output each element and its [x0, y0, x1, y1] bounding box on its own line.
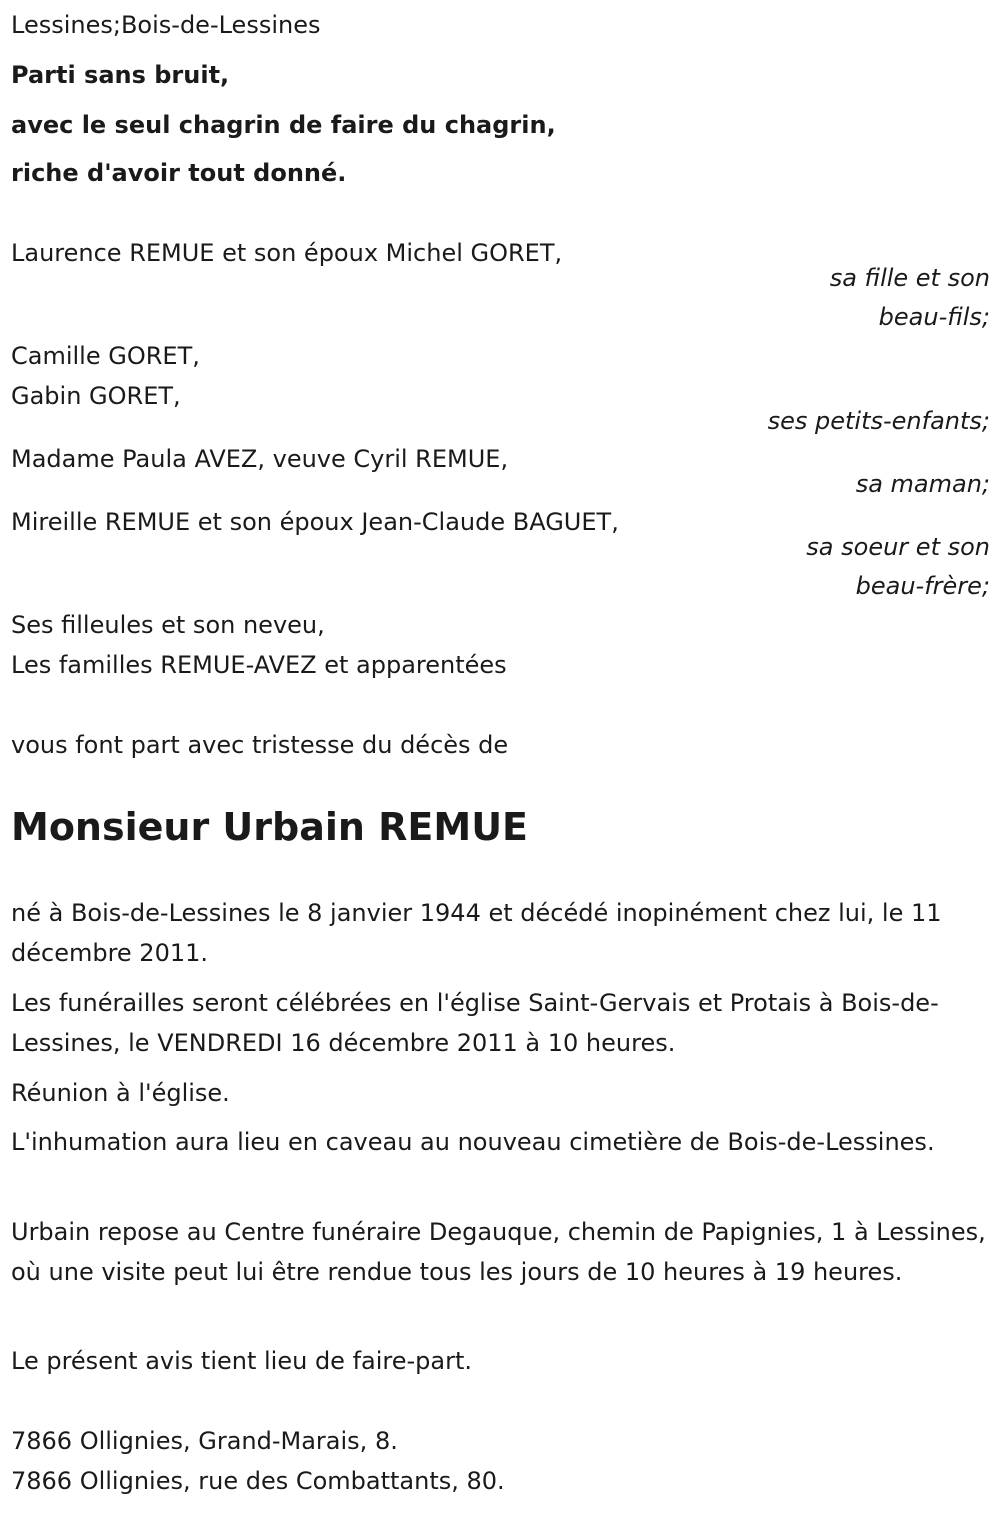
- detail-paragraph: Le présent avis tient lieu de faire-part.: [11, 1347, 473, 1375]
- detail-paragraph: Les funérailles seront célébrées en l'église Saint-Gervais et Protais à Bois-de-Lessines, le VENDREDI 16 décembre 2011 à 10 heures.: [11, 989, 939, 1057]
- poem-line: Parti sans bruit,: [11, 61, 230, 89]
- relation-label: sa soeur et son: [806, 533, 990, 561]
- location-header: Lessines;Bois-de-Lessines: [11, 11, 321, 39]
- relation-label: sa maman;: [855, 470, 990, 498]
- family-member-mireille: Mireille REMUE et son époux Jean-Claude BAGUET,: [11, 508, 619, 536]
- family-member-paula: Madame Paula AVEZ, veuve Cyril REMUE,: [11, 445, 509, 473]
- deceased-name: Monsieur Urbain REMUE: [11, 805, 529, 849]
- announcement-text: vous font part avec tristesse du décès de: [11, 731, 509, 759]
- address-line: 7866 Ollignies, Grand-Marais, 8.: [11, 1427, 398, 1455]
- family-member-laurence: Laurence REMUE et son époux Michel GORET,: [11, 239, 563, 267]
- relation-label: sa fille et son: [829, 264, 990, 292]
- detail-paragraph: Réunion à l'église.: [11, 1079, 230, 1107]
- relation-label: beau-frère;: [855, 572, 990, 600]
- relation-label: ses petits-enfants;: [767, 407, 990, 435]
- family-member-gabin: Gabin GORET,: [11, 382, 181, 410]
- poem-line: riche d'avoir tout donné.: [11, 159, 347, 187]
- detail-paragraph: Urbain repose au Centre funéraire Degauque, chemin de Papignies, 1 à Lessines, où une visite peut lui être rendue tous les jours de 10 heures à 19 heures.: [11, 1218, 986, 1286]
- family-familles: Les familles REMUE-AVEZ et apparentées: [11, 651, 507, 679]
- detail-paragraph: L'inhumation aura lieu en caveau au nouveau cimetière de Bois-de-Lessines.: [11, 1128, 935, 1156]
- family-filleules: Ses filleules et son neveu,: [11, 611, 325, 639]
- family-member-camille: Camille GORET,: [11, 342, 200, 370]
- relation-label: beau-fils;: [878, 303, 990, 331]
- address-line: 7866 Ollignies, rue des Combattants, 80.: [11, 1467, 505, 1495]
- poem-line: avec le seul chagrin de faire du chagrin,: [11, 111, 556, 139]
- detail-paragraph: né à Bois-de-Lessines le 8 janvier 1944 et décédé inopinément chez lui, le 11 décembre 2011.: [11, 899, 942, 967]
